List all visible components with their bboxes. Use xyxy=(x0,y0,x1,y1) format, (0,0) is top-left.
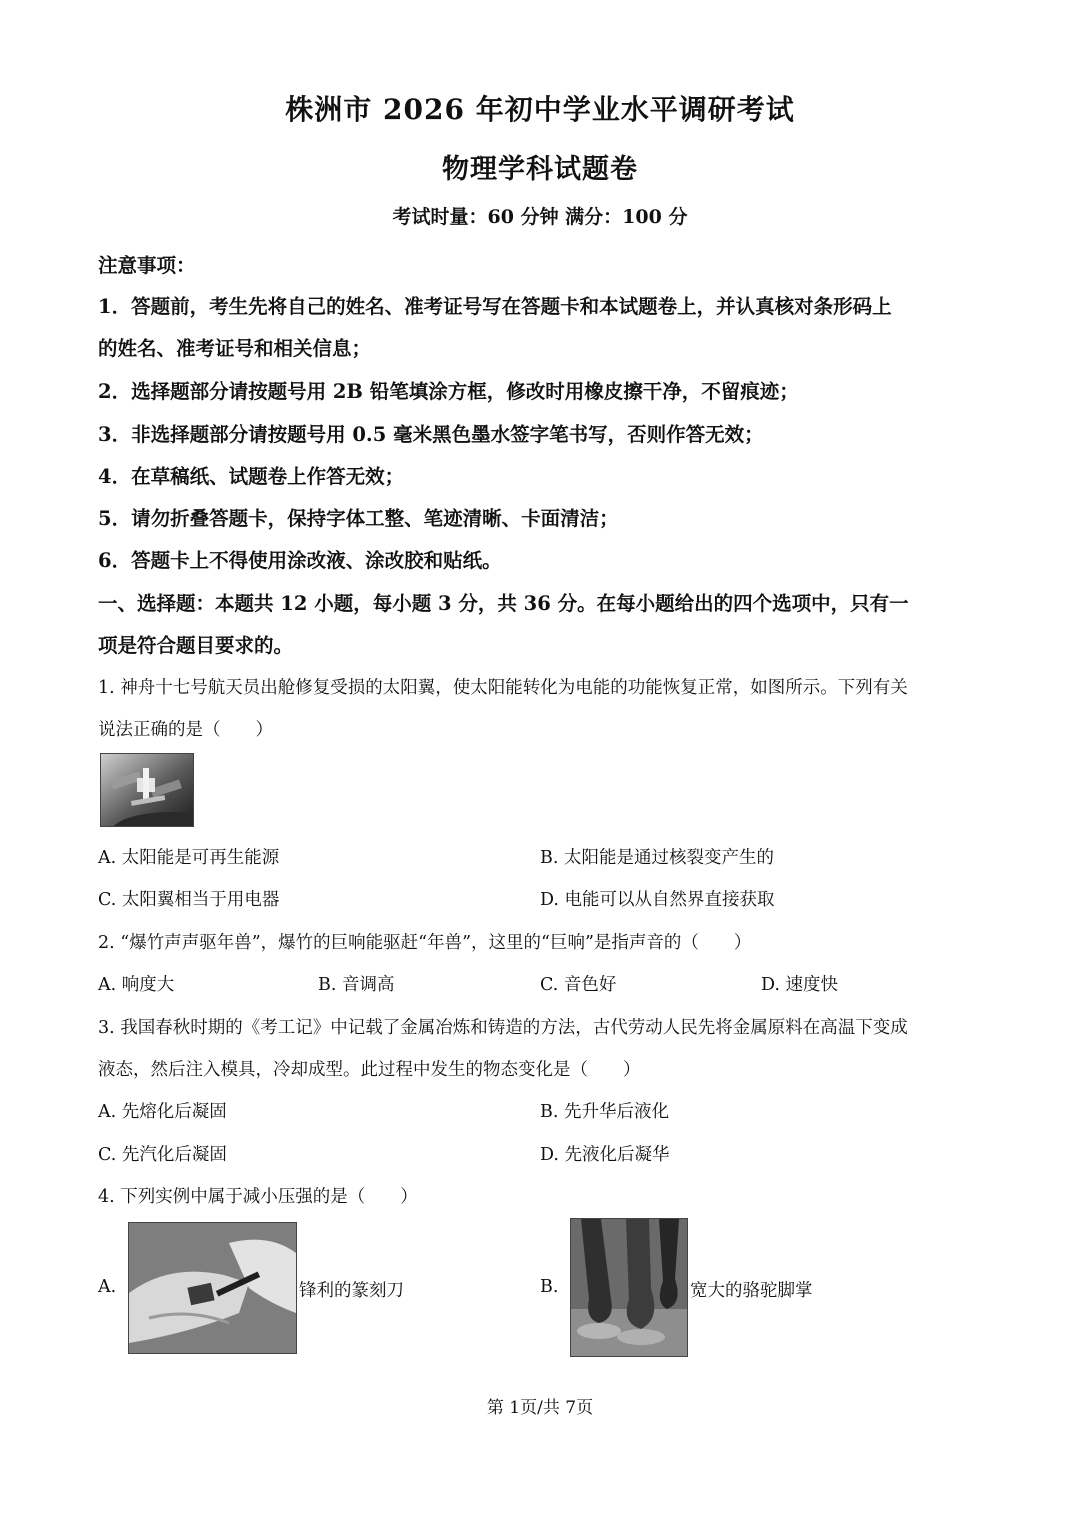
notice-item-4: 4．在草稿纸、试题卷上作答无效； xyxy=(98,465,405,488)
exam-subtitle: 物理学科试题卷 xyxy=(442,154,638,185)
q3-stem-a: 3. 我国春秋时期的《考工记》中记载了金属冶炼和铸造的方法，古代劳动人民先将金属原料在高温下变成 xyxy=(98,1018,908,1038)
q1-option-b: B. 太阳能是通过核裂变产生的 xyxy=(540,848,774,868)
q4-option-a-letter: A. xyxy=(98,1277,117,1297)
q1-option-c: C. 太阳翼相当于用电器 xyxy=(98,890,280,910)
q3-option-d: D. 先液化后凝华 xyxy=(540,1145,670,1165)
q2-option-d: D. 速度快 xyxy=(761,975,839,995)
camel-foot-image xyxy=(570,1218,688,1357)
notice-item-1b: 的姓名、准考证号和相关信息； xyxy=(98,337,372,360)
section-1-heading-b: 项是符合题目要求的。 xyxy=(98,634,294,657)
section-1-heading-a: 一、选择题：本题共 12 小题，每小题 3 分，共 36 分。在每小题给出的四个选项中，只有一 xyxy=(98,592,909,615)
notice-heading: 注意事项： xyxy=(98,254,196,277)
q1-option-d: D. 电能可以从自然界直接获取 xyxy=(540,890,775,910)
q4-option-b-text: 宽大的骆驼脚掌 xyxy=(690,1281,813,1301)
q4-option-b-letter: B. xyxy=(540,1277,559,1297)
q2-option-a: A. 响度大 xyxy=(98,975,175,995)
notice-item-3: 3．非选择题部分请按题号用 0.5 毫米黑色墨水签字笔书写，否则作答无效； xyxy=(98,423,764,446)
notice-item-2: 2．选择题部分请按题号用 2B 铅笔填涂方框，修改时用橡皮擦干净，不留痕迹； xyxy=(98,380,799,403)
notice-item-5: 5．请勿折叠答题卡，保持字体工整、笔迹清晰、卡面清洁； xyxy=(98,507,619,530)
q1-stem-a: 1. 神舟十七号航天员出舱修复受损的太阳翼，使太阳能转化为电能的功能恢复正常，如图所示。下列有关 xyxy=(98,678,908,698)
q2-option-c: C. 音色好 xyxy=(540,975,617,995)
q3-option-b: B. 先升华后液化 xyxy=(540,1102,669,1122)
exam-time-info: 考试时量：60 分钟 满分：100 分 xyxy=(392,206,688,228)
space-station-solar-wing-image xyxy=(100,753,194,827)
page-number: 第 1页/共 7页 xyxy=(486,1398,594,1418)
q3-stem-b: 液态，然后注入模具，冷却成型。此过程中发生的物态变化是（ ） xyxy=(98,1060,641,1080)
q3-option-a: A. 先熔化后凝固 xyxy=(98,1102,227,1122)
q4-option-a-text: 锋利的篆刻刀 xyxy=(299,1281,404,1301)
notice-item-1a: 1．答题前，考生先将自己的姓名、准考证号写在答题卡和本试题卷上，并认真核对条形码上 xyxy=(98,295,892,318)
q1-stem-b: 说法正确的是（ ） xyxy=(98,720,273,740)
notice-item-6: 6．答题卡上不得使用涂改液、涂改胶和贴纸。 xyxy=(98,549,502,572)
q2-option-b: B. 音调高 xyxy=(318,975,395,995)
q2-stem: 2. “爆竹声声驱年兽”，爆竹的巨响能驱赶“年兽”，这里的“巨响”是指声音的（ ） xyxy=(98,933,752,953)
q4-stem: 4. 下列实例中属于减小压强的是（ ） xyxy=(98,1187,418,1207)
seal-carving-knife-image xyxy=(128,1222,297,1354)
exam-title: 株洲市 2026 年初中学业水平调研考试 xyxy=(285,93,795,126)
q3-option-c: C. 先汽化后凝固 xyxy=(98,1145,227,1165)
q1-option-a: A. 太阳能是可再生能源 xyxy=(98,848,280,868)
